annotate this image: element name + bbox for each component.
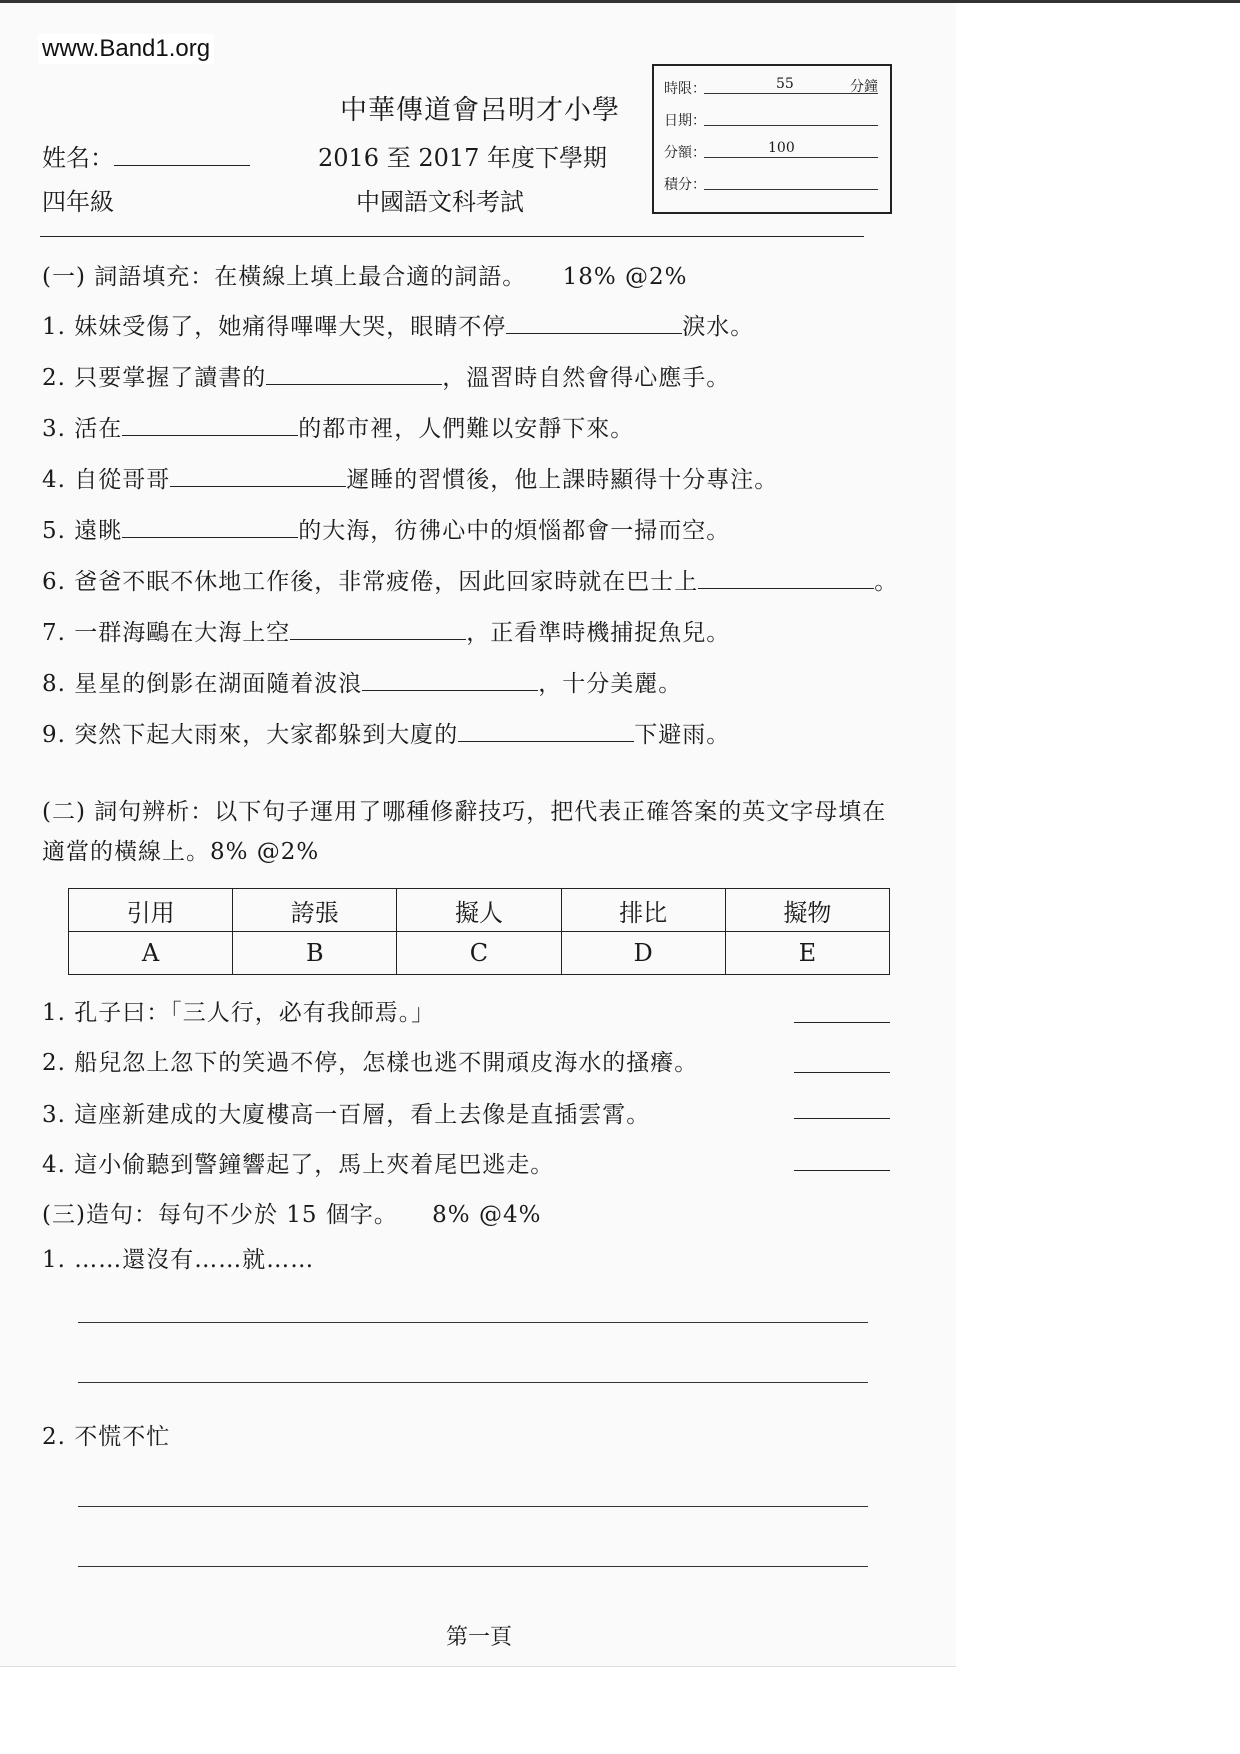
s3-writing-line-3[interactable] <box>78 1506 868 1507</box>
rhetoric-name: 排比 <box>561 889 725 932</box>
s3-writing-line-1[interactable] <box>78 1322 868 1323</box>
answer-blank[interactable] <box>458 723 634 742</box>
question-text: 9. 突然下起大雨來，大家都躲到大廈的 <box>42 722 459 748</box>
rhetoric-letter: D <box>561 932 725 975</box>
s2-answer-blank-1[interactable] <box>794 1022 890 1023</box>
score-label: 積分： <box>664 177 706 193</box>
question-text-after: 。 <box>874 569 899 595</box>
s3-question-2: 2. 不慌不忙 <box>42 1424 171 1450</box>
marks-row <box>664 138 878 162</box>
s1-question-4 <box>42 461 778 494</box>
section3-title <box>42 1196 541 1229</box>
answer-blank[interactable] <box>122 417 298 436</box>
name-label: 姓名： <box>42 144 114 172</box>
s3-question-1: 1. ……還沒有……就…… <box>42 1247 315 1273</box>
s2-answer-blank-2[interactable] <box>794 1072 890 1073</box>
name-blank <box>114 143 250 166</box>
marks-label: 分額： <box>664 145 706 161</box>
date-line <box>704 125 878 126</box>
question-text-after: ，十分美麗。 <box>538 671 683 697</box>
s2-answer-blank-4[interactable] <box>794 1170 890 1171</box>
exam-name: 中國語文科考試 <box>356 188 524 216</box>
grade: 四年級 <box>42 188 114 216</box>
rhetoric-names-row <box>69 889 890 932</box>
s2-question-2: 2. 船兒忽上忽下的笑過不停，怎樣也逃不開頑皮海水的搔癢。 <box>42 1050 699 1076</box>
marks-line <box>704 157 878 158</box>
s1-question-3 <box>42 410 634 443</box>
info-box <box>652 64 892 214</box>
question-text: 1. 妹妹受傷了，她痛得嗶嗶大哭，眼睛不停 <box>42 314 507 340</box>
watermark: www.Band1.org <box>38 34 214 64</box>
question-text-after: 淚水。 <box>682 314 755 340</box>
section2-title-line2: 適當的橫線上。8% @2% <box>42 839 320 865</box>
name-field <box>42 138 250 173</box>
question-text: 7. 一群海鷗在大海上空 <box>42 620 291 646</box>
answer-blank[interactable] <box>266 366 442 385</box>
section1-marks: 18% @2% <box>562 264 688 290</box>
s2-question-3: 3. 這座新建成的大廈樓高一百層，看上去像是直插雲霄。 <box>42 1102 651 1128</box>
rhetoric-letter: C <box>397 932 561 975</box>
answer-blank[interactable] <box>290 621 466 640</box>
date-row <box>664 106 878 130</box>
s1-question-2 <box>42 359 730 392</box>
rhetoric-name: 擬物 <box>725 889 889 932</box>
rhetoric-name: 擬人 <box>397 889 561 932</box>
s2-answer-blank-3[interactable] <box>794 1118 890 1119</box>
s2-question-4: 4. 這小偷聽到警鐘響起了，馬上夾着尾巴逃走。 <box>42 1152 555 1178</box>
rhetoric-letters-row <box>69 932 890 975</box>
question-text-after: 下避雨。 <box>634 722 731 748</box>
question-text-after: 遲睡的習慣後，他上課時顯得十分專注。 <box>346 467 779 493</box>
section3-heading: (三)造句：每句不少於 15 個字。 <box>42 1202 398 1228</box>
s3-writing-line-4[interactable] <box>78 1566 868 1567</box>
s1-question-5 <box>42 512 730 545</box>
answer-blank[interactable] <box>506 315 682 334</box>
section1-title <box>42 258 688 291</box>
score-line <box>704 189 878 190</box>
question-text: 8. 星星的倒影在湖面隨着波浪 <box>42 671 363 697</box>
question-text-after: ，溫習時自然會得心應手。 <box>442 365 731 391</box>
score-row <box>664 170 878 194</box>
school-name: 中華傳道會呂明才小學 <box>340 95 620 126</box>
rhetoric-table <box>68 888 890 975</box>
time-label: 時限： <box>664 81 706 97</box>
answer-blank[interactable] <box>362 672 538 691</box>
scan-edge <box>0 0 1240 3</box>
section3-marks: 8% @4% <box>432 1202 542 1228</box>
question-text-after: ，正看準時機捕捉魚兒。 <box>466 620 731 646</box>
section1-heading: (一) 詞語填充：在橫線上填上最合適的詞語。 <box>42 264 527 290</box>
question-text: 2. 只要掌握了讀書的 <box>42 365 267 391</box>
time-unit: 分鐘 <box>850 79 878 95</box>
question-text: 3. 活在 <box>42 416 123 442</box>
s1-question-8 <box>42 665 682 698</box>
s1-question-1 <box>42 308 754 341</box>
rhetoric-name: 引用 <box>69 889 233 932</box>
answer-blank[interactable] <box>170 468 346 487</box>
s1-question-7 <box>42 614 730 647</box>
rhetoric-letter: A <box>69 932 233 975</box>
question-text: 6. 爸爸不眠不休地工作後，非常疲倦，因此回家時就在巴士上 <box>42 569 699 595</box>
answer-blank[interactable] <box>122 519 298 538</box>
s1-question-9 <box>42 716 730 749</box>
question-text-after: 的都市裡，人們難以安靜下來。 <box>298 416 635 442</box>
s2-question-1: 1. 孔子曰：「三人行，必有我師焉。」 <box>42 1000 436 1026</box>
date-label: 日期： <box>664 113 706 129</box>
term: 2016 至 2017 年度下學期 <box>318 144 608 172</box>
rhetoric-letter: E <box>725 932 889 975</box>
question-text: 5. 遠眺 <box>42 518 123 544</box>
page-number: 第一頁 <box>446 1625 513 1650</box>
time-value: 55 <box>776 76 794 92</box>
answer-blank[interactable] <box>698 570 874 589</box>
s3-writing-line-2[interactable] <box>78 1382 868 1383</box>
question-text-after: 的大海，彷彿心中的煩惱都會一掃而空。 <box>298 518 731 544</box>
s1-question-6 <box>42 563 898 596</box>
question-text: 4. 自從哥哥 <box>42 467 171 493</box>
header-divider <box>40 236 864 237</box>
time-row <box>664 74 878 98</box>
rhetoric-name: 誇張 <box>233 889 397 932</box>
rhetoric-letter: B <box>233 932 397 975</box>
section2-title-line1: (二) 詞句辨析：以下句子運用了哪種修辭技巧，把代表正確答案的英文字母填在 <box>42 799 887 825</box>
marks-value: 100 <box>768 140 795 156</box>
